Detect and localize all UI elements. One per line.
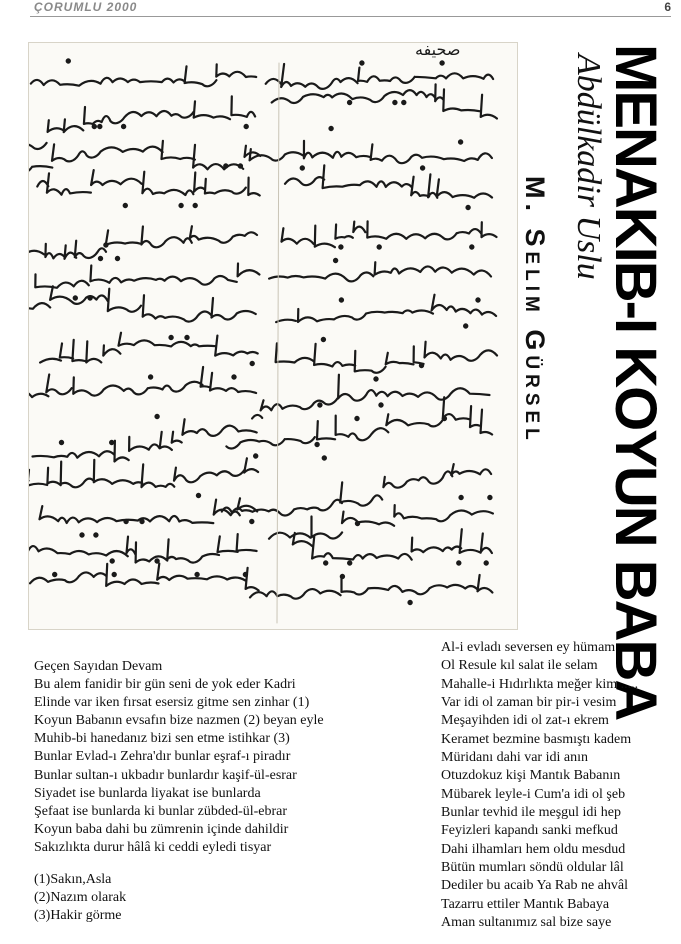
ink-dot — [250, 520, 253, 523]
poem-line: Müridanı dahi var idi anın — [441, 750, 588, 766]
poem-left-column — [34, 658, 434, 925]
ink-dot — [421, 166, 424, 169]
ink-dot — [374, 377, 377, 380]
ink-stroke — [29, 367, 256, 406]
ink-dot — [457, 561, 460, 564]
poem-line: Bunlar tevhid ile meşgul idi hep — [441, 805, 622, 821]
ink-dot — [301, 166, 304, 169]
ink-dot — [122, 125, 125, 128]
poem-line: Elinde var iken fırsat esersiz gitme sen zinhar (1) — [34, 695, 310, 711]
ink-dot — [140, 520, 143, 523]
ink-dot — [488, 496, 491, 499]
ink-dot — [232, 375, 235, 378]
poem-line: Tazarru ettiler Mantık Babaya — [441, 896, 610, 912]
ink-dot — [251, 362, 254, 365]
ink-stroke — [252, 375, 489, 419]
page-number-box — [660, 0, 671, 15]
header-rule — [30, 16, 671, 17]
ink-dot — [156, 559, 159, 562]
ink-dot — [60, 441, 63, 444]
ink-stroke — [31, 64, 256, 86]
ink-dot — [194, 204, 197, 207]
poem-line: Al-i evladı seversen ey hümam — [441, 640, 616, 655]
ink-dot — [341, 575, 344, 578]
ink-stroke — [285, 165, 492, 198]
ink-stroke — [29, 534, 257, 562]
poem-line: Dediler bu acaib Ya Rab ne ahvâl — [441, 878, 628, 894]
footnote: (1)Sakın,Asla — [34, 872, 112, 888]
poem-line: Geçen Sayıdan Devam — [34, 659, 163, 674]
poem-line: Mahalle-i Hıdırlıkta meğer kim ..... — [441, 676, 639, 692]
ink-stroke — [250, 141, 492, 163]
ink-dot — [379, 403, 382, 406]
ink-dot — [196, 573, 199, 576]
poem-line: Muhib-bi hanedanız bizi sen etme istihkar (3) — [34, 731, 290, 747]
ink-dot — [393, 101, 396, 104]
ink-dot — [156, 415, 159, 418]
poem-line: Bütün mumları söndü oldular lâl — [441, 860, 624, 876]
ink-dot — [348, 561, 351, 564]
poem-line: Siyadet ise bunlarda liyakat ise bunlarda — [34, 785, 261, 801]
poem-line: Koyun Babanın evsafın bize nazmen (2) beyan eyle — [34, 713, 324, 729]
page-number: 6 — [664, 0, 671, 14]
article-author: Abdülkadir Uslu — [570, 54, 607, 280]
ink-dot — [356, 522, 359, 525]
ink-dot — [113, 573, 116, 576]
ink-dot — [318, 403, 321, 406]
ink-dot — [67, 59, 70, 62]
ink-dot — [94, 533, 97, 536]
ink-dot — [104, 243, 107, 246]
ink-dot — [334, 259, 337, 262]
ink-dot — [89, 296, 92, 299]
ink-dot — [464, 324, 467, 327]
article-title: MENAKIB-I KOYUN BABA — [603, 44, 668, 720]
ink-dot — [470, 245, 473, 248]
poem-line: Sakızlıkta durur hâlâ ki ceddi eyledi tisyar — [34, 839, 272, 855]
ink-dot — [110, 441, 113, 444]
ink-stroke — [269, 505, 493, 539]
ink-stroke — [222, 464, 491, 515]
ink-dot — [224, 164, 227, 167]
manuscript-image — [28, 42, 518, 630]
ink-dot — [98, 125, 101, 128]
poem-right-column — [441, 639, 679, 933]
footnote: (3)Hakir görme — [34, 908, 122, 924]
ink-dot — [197, 494, 200, 497]
poem-line: Feyizleri kapandı sanki mefkud — [441, 823, 618, 839]
ink-dot — [149, 375, 152, 378]
poem-line: Koyun baba dahi bu zümrenin içinde dahildir — [34, 821, 289, 837]
poem-line: Bu alem fanidir bir gün seni de yok eder Kadri — [34, 677, 296, 693]
ink-dot — [180, 204, 183, 207]
ink-stroke — [33, 264, 259, 292]
ink-dot — [409, 601, 412, 604]
ink-dot — [53, 573, 56, 576]
ink-stroke — [250, 575, 492, 599]
ink-dot — [124, 204, 127, 207]
spacer — [34, 857, 434, 871]
ink-stroke — [226, 397, 492, 448]
ink-dot — [254, 454, 257, 457]
ink-dot — [185, 336, 188, 339]
ink-dot — [80, 533, 83, 536]
ink-stroke — [272, 84, 497, 118]
ink-dot — [330, 127, 333, 130]
article-transcriber: M. Selim Gürsel — [520, 176, 550, 445]
poem-line: Bunlar Evlad-ı Zehra'dır bunlar eşraf-ı piradır — [34, 749, 291, 765]
ink-dot — [170, 336, 173, 339]
ink-stroke — [40, 333, 258, 363]
publication-name: ÇORUMLU 2000 — [34, 0, 138, 14]
poem-line: Şefaat ise bunlarda ki bunlar zübded-ül-ebrar — [34, 803, 288, 819]
ink-dot — [420, 364, 423, 367]
ink-dot — [348, 101, 351, 104]
ink-dot — [443, 417, 446, 420]
ink-stroke — [29, 96, 255, 150]
ink-dot — [441, 61, 444, 64]
ink-dot — [340, 298, 343, 301]
ink-stroke — [276, 295, 496, 322]
ink-dot — [339, 245, 342, 248]
ink-dot — [322, 338, 325, 341]
ink-dot — [111, 559, 114, 562]
poem-line: Bunlar sultan-ı ukbadır bunlardır kaşif-ül-esrar — [34, 767, 297, 783]
ink-stroke — [281, 221, 496, 251]
ink-dot — [316, 443, 319, 446]
ink-dot — [476, 298, 479, 301]
ink-stroke — [269, 262, 491, 281]
ink-dot — [459, 140, 462, 143]
ink-dot — [485, 561, 488, 564]
ink-stroke — [39, 498, 257, 524]
manuscript-corner-note: صحيفه — [415, 43, 461, 59]
ink-dot — [323, 456, 326, 459]
ink-dot — [324, 561, 327, 564]
ink-dot — [378, 245, 381, 248]
ink-dot — [99, 257, 102, 260]
ink-dot — [467, 206, 470, 209]
ink-stroke — [29, 286, 256, 321]
poem-line: Dahi ilhamları hem oldu mesdud — [441, 841, 626, 857]
ink-stroke — [29, 226, 257, 261]
poem-line: Otuzdokuz kişi Mantık Babanın — [441, 768, 621, 784]
ink-dot — [116, 257, 119, 260]
poem-line: Aman sultanımız sal bize saye — [441, 915, 612, 931]
poem-line: Var idi ol zaman bir pir-i vesim — [441, 695, 617, 711]
ink-dot — [125, 520, 128, 523]
ink-dot — [402, 101, 405, 104]
ink-stroke — [29, 458, 258, 487]
manuscript-handwriting — [29, 43, 517, 629]
ink-stroke — [32, 419, 256, 461]
poem-line: Ol Resule kıl salat ile selam — [441, 658, 598, 674]
ink-stroke — [30, 564, 259, 591]
ink-dot — [460, 496, 463, 499]
poem-line: Meşayihden idi ol zat-ı ekrem — [441, 713, 609, 729]
poem-line: Keramet bezmine basmıştı kadem — [441, 731, 632, 747]
ink-dot — [93, 125, 96, 128]
ink-dot — [74, 296, 77, 299]
ink-dot — [245, 125, 248, 128]
ink-dot — [244, 573, 247, 576]
ink-stroke — [276, 342, 497, 373]
footnote: (2)Nazım olarak — [34, 890, 127, 906]
ink-dot — [355, 417, 358, 420]
ink-dot — [239, 164, 242, 167]
ink-dot — [360, 61, 363, 64]
ink-stroke — [37, 170, 259, 195]
poem-line: Mübarek leyle-i Cum'a idi ol şeb — [441, 786, 626, 802]
ink-stroke — [266, 64, 493, 89]
